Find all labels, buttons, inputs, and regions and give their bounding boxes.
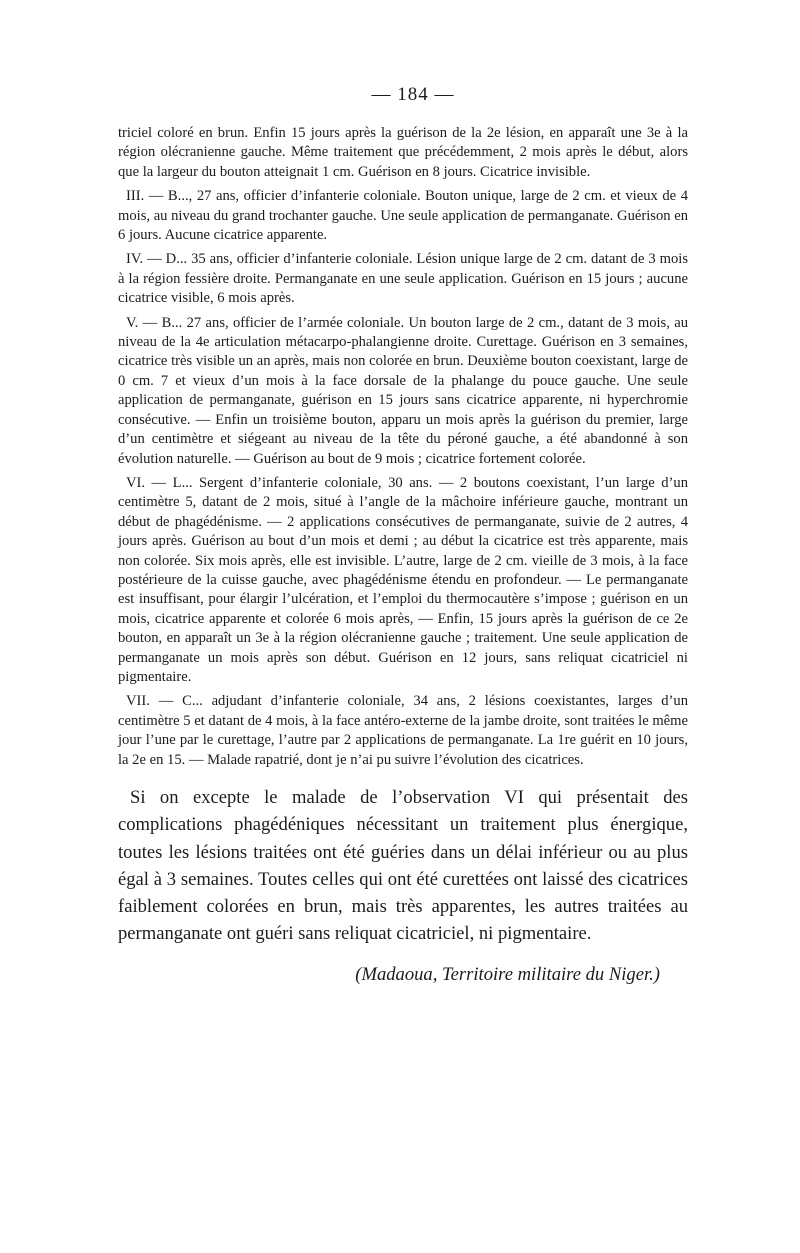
case-v-paragraph: V. — B... 27 ans, officier de l’armée coloniale. Un bouton large de 2 cm., datant de 3 mois, au niveau de la 4e articulation métacarpo-phalangienne droite. Curettage. Guérison en 3 semaines, cicatrice très visible un an après, mais non colorée en brun. Deuxième bouton coexistant, large de 0 cm. 7 et vieux d’un mois à la face dorsale de la phalange du pouce gauche. Une seule application de permanganate, guérison en 15 jours sans cicatrice apparente, ni hyperchromie consécutive. — Enfin un troisième bouton, apparu un mois après la guérison du premier, large d’un centimètre et siégeant au niveau de la tête du péroné gauche, a été abandonné à son évolution naturelle. — Guérison au bout de 9 mois ; cicatrice fortement colorée. [118,314,688,467]
page-number: — 184 — [371,84,455,105]
case-iii-paragraph: III. — B..., 27 ans, officier d’infanterie coloniale. Bouton unique, large de 2 cm. et vieux de 4 mois, au niveau du grand trochanter gauche. Une seule application de permanganate. Guérison en 6 jours. Aucune cicatrice apparente. [118,188,688,244]
conclusion-paragraph: Si on excepte le malade de l’observation VI qui présentait des complications phagédéniques nécessitant un traitement plus énergique, toutes les lésions traitées ont été guéries dans un délai inférieur ou au plus égal à 3 semaines. Toutes celles qui ont été curettées ont laissé des cicatrices faiblement colorées en brun, mais très apparentes, les autres traitées au permanganate ont guéri sans reliquat cicatriciel, ni pigmentaire. [118,787,688,945]
case-iv-paragraph: IV. — D... 35 ans, officier d’infanterie coloniale. Lésion unique large de 2 cm. datant de 3 mois à la région fessière droite. Permanganate en une seule application. Guérison en 15 jours ; aucune cicatrice visible, 6 mois après. [118,251,688,307]
case-vi-paragraph: VI. — L... Sergent d’infanterie coloniale, 30 ans. — 2 boutons coexistant, l’un large d’un centimètre 5, datant de 2 mois, situé à l’angle de la mâchoire inférieure gauche, montrant un début de phagédénisme. — 2 applications consécutives de permanganate, suivie de 2 autres, 4 jours après. Guérison au bout d’un mois et demi ; au début la cicatrice est très apparente, mais non colorée. Six mois après, elle est invisible. L’autre, large de 2 cm. vieille de 3 mois, à la face postérieure de la cuisse gauche, avec phagédénisme étendu en profondeur. — Le permanganate est insuffisant, pour élargir l’ulcération, et l’emploi du thermocautère s’impose ; guérison en un mois, cicatrice apparente et colorée 6 mois après, — Enfin, 15 jours après la guérison de ce 2e bouton, en apparaît un 3e à la région olécranienne gauche ; traitement. Une seule application de permanganate un mois après son début. Guérison en 12 jours, sans reliquat cicatriciel ni pigmentaire. [118,474,688,685]
location-signature: (Madaoua, Territoire militaire du Niger.) [355,963,660,985]
document-page [118,84,688,986]
paragraph-continuation: triciel coloré en brun. Enfin 15 jours après la guérison de la 2e lésion, en apparaît une 3e à la région olécranienne gauche. Même traitement que précédemment, 2 mois après le début, alors que la largeur du bouton atteignait 1 cm. Guérison en 8 jours. Cicatrice invisible. [118,125,688,180]
case-vii-paragraph: VII. — C... adjudant d’infanterie coloniale, 34 ans, 2 lésions coexistantes, larges d’un centimètre 5 et datant de 4 mois, à la face antéro-externe de la jambe droite, sont traitées le même jour l’une par le curettage, l’autre par 2 applications de permanganate. La 1re guérit en 10 jours, la 2e en 15. — Malade rapatrié, dont je n’ai pu suivre l’évolution des cicatrices. [118,693,688,768]
